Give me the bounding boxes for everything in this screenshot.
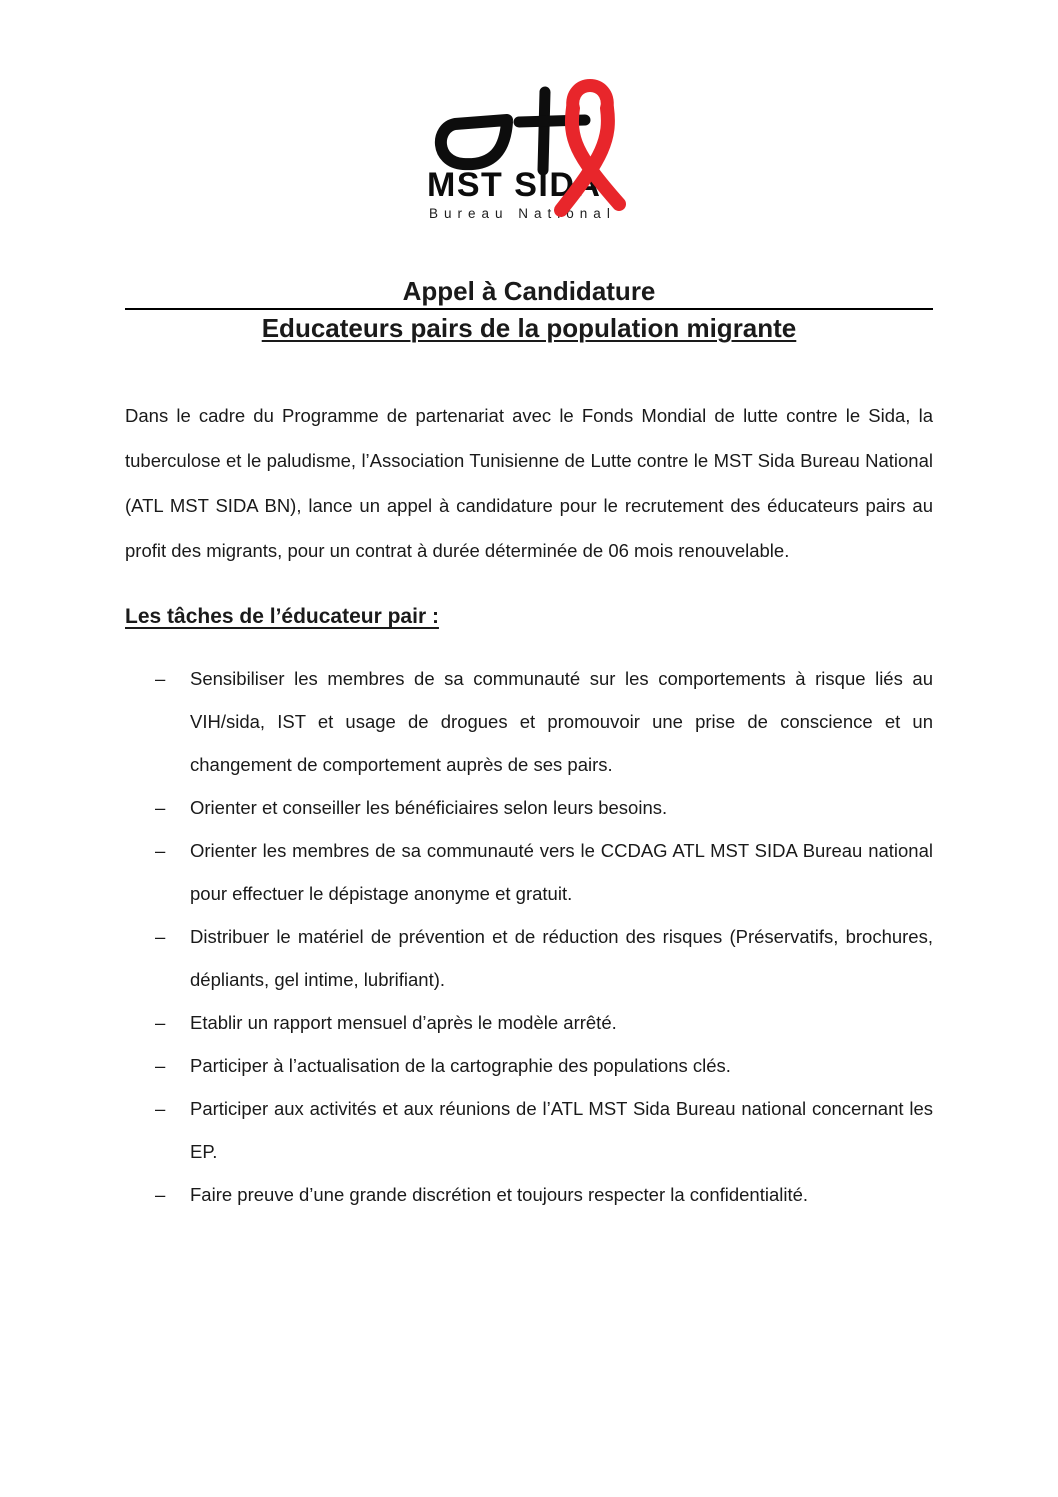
page-subtitle: Educateurs pairs de la population migrante xyxy=(261,313,797,343)
bullet-dash: – xyxy=(155,926,166,947)
logo-name: MST SIDA xyxy=(427,166,602,204)
task-list-item xyxy=(125,829,933,915)
logo xyxy=(423,66,663,226)
task-text: Participer aux activités et aux réunions de l’ATL MST Sida Bureau national concernant les EP. xyxy=(190,1098,933,1162)
task-text: Etablir un rapport mensuel d’après le modèle arrêté. xyxy=(190,1012,617,1033)
task-text: Distribuer le matériel de prévention et de réduction des risques (Préservatifs, brochures, dépliants, gel intime, lubrifiant). xyxy=(190,926,933,990)
title-block xyxy=(125,276,933,343)
task-list-item xyxy=(125,1001,933,1044)
task-list-item xyxy=(125,657,933,786)
task-text: Orienter et conseiller les bénéficiaires selon leurs besoins. xyxy=(190,797,668,818)
task-list-item xyxy=(125,786,933,829)
task-text: Participer à l’actualisation de la cartographie des populations clés. xyxy=(190,1055,731,1076)
task-list-item xyxy=(125,1087,933,1173)
bullet-dash: – xyxy=(155,668,166,689)
task-text: Orienter les membres de sa communauté vers le CCDAG ATL MST SIDA Bureau national pour effectuer le dépistage anonyme et gratuit. xyxy=(190,840,933,904)
intro-paragraph: Dans le cadre du Programme de partenariat avec le Fonds Mondial de lutte contre le Sida, la tuberculose et le paludisme, l’Association Tunisienne de Lutte contre le MST Sida Bureau National (ATL MST SIDA BN), lance un appel à candidature pour le recrutement des éducateurs pairs au profit des migrants, pour un contrat à durée déterminée de 06 mois renouvelable. xyxy=(125,405,933,561)
bullet-dash: – xyxy=(155,1184,166,1205)
task-list-item xyxy=(125,1173,933,1216)
bullet-dash: – xyxy=(155,1012,166,1033)
bullet-dash: – xyxy=(155,1055,166,1076)
task-list-item xyxy=(125,1044,933,1087)
logo-subtitle: Bureau National xyxy=(429,206,616,221)
tasks-list xyxy=(125,657,933,1216)
task-list-item xyxy=(125,915,933,1001)
page-title: Appel à Candidature xyxy=(125,276,933,310)
bullet-dash: – xyxy=(155,1098,166,1119)
bullet-dash: – xyxy=(155,797,166,818)
task-text: Faire preuve d’une grande discrétion et toujours respecter la confidentialité. xyxy=(190,1184,809,1205)
tasks-heading: Les tâches de l’éducateur pair : xyxy=(125,605,439,628)
task-text: Sensibiliser les membres de sa communauté sur les comportements à risque liés au VIH/sida, IST et usage de drogues et promouvoir une prise de conscience et un changement de comportement auprès de ses pairs. xyxy=(190,668,933,775)
bullet-dash: – xyxy=(155,840,166,861)
